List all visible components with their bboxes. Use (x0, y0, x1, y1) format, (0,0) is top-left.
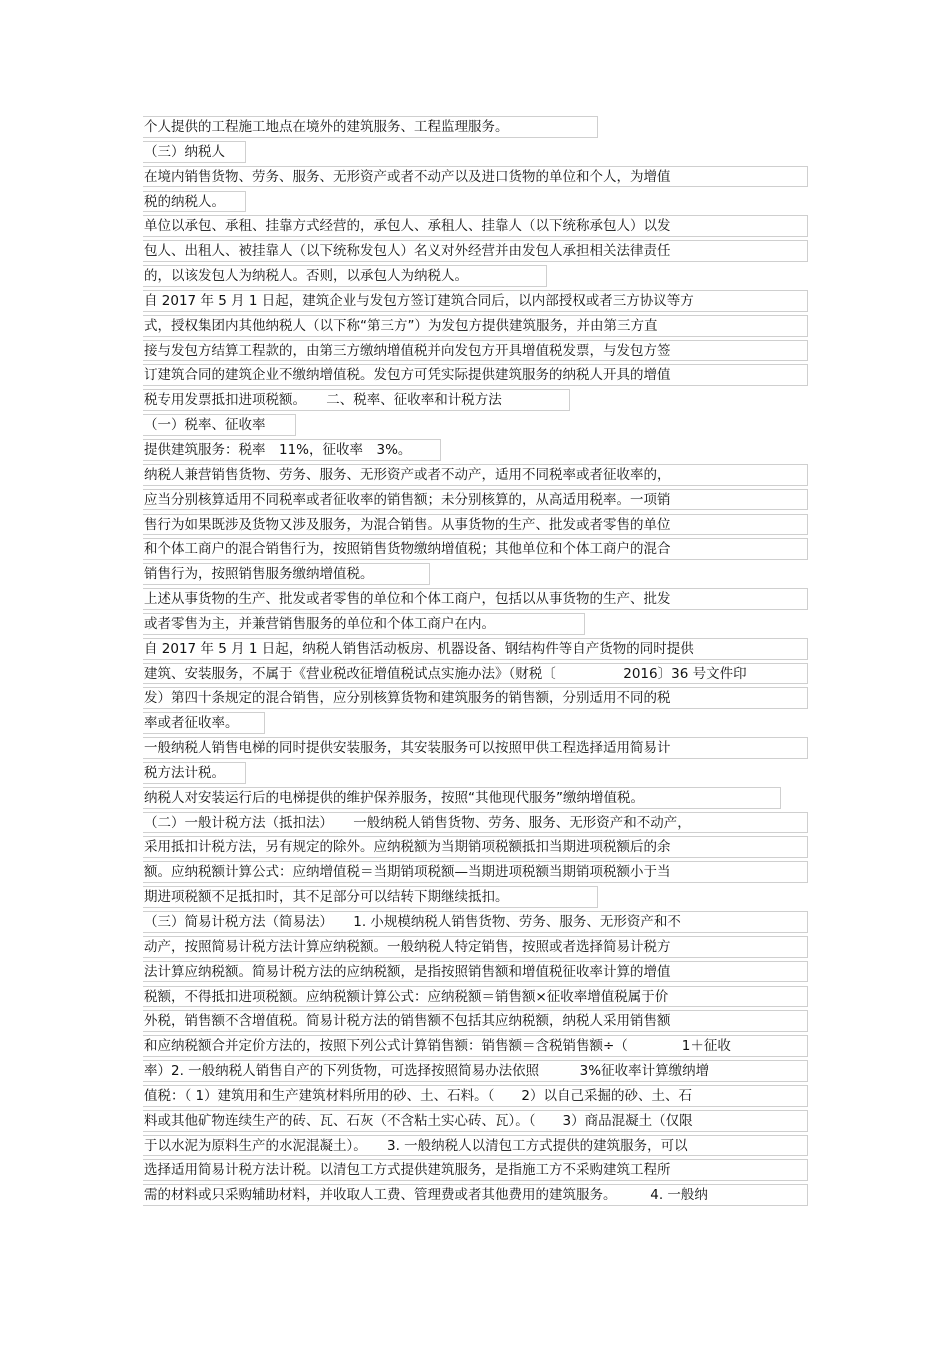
text-line-content: 的，以该发包人为纳税人。否则，以承包人为纳税人。 (144, 268, 468, 285)
text-line-content: 外税，销售额不含增值税。简易计税方法的销售额不包括其应纳税额，纳税人采用销售额 (144, 1013, 671, 1030)
text-line (143, 563, 430, 585)
text-line (143, 1035, 808, 1057)
text-line-content: 料或其他矿物连续生产的砖、瓦、石灰（不含粘土实心砖、瓦）。（ 3）商品混凝土（仅限 (144, 1112, 693, 1129)
text-line (143, 588, 808, 610)
text-line-content: 上述从事货物的生产、批发或者零售的单位和个体工商户，包括以从事货物的生产、批发 (144, 591, 671, 608)
text-line-content: 订建筑合同的建筑企业不缴纳增值税。发包方可凭实际提供建筑服务的纳税人开具的增值 (144, 367, 671, 384)
text-line (143, 687, 808, 709)
text-line (143, 1184, 808, 1206)
text-line-content: 自 2017 年 5 月 1 日起，建筑企业与发包方签订建筑合同后，以内部授权或者三方协议等方 (144, 292, 694, 309)
text-line-content: 税专用发票抵扣进项税额。 二、税率、征收率和计税方法 (144, 392, 502, 409)
text-line (143, 414, 296, 436)
text-line (143, 364, 808, 386)
text-line (143, 812, 808, 834)
text-line (143, 215, 808, 237)
text-line-content: 额。应纳税额计算公式：应纳增值税＝当期销项税额—当期进项税额当期销项税额小于当 (144, 864, 671, 881)
text-line-content: 纳税人兼营销售货物、劳务、服务、无形资产或者不动产，适用不同税率或者征收率的， (144, 466, 671, 483)
text-line-content: 率）2. 一般纳税人销售自产的下列货物，可选择按照简易办法依照 3%征收率计算缴纳增 (144, 1063, 710, 1080)
text-line-content: 采用抵扣计税方法，另有规定的除外。应纳税额为当期销项税额抵扣当期进项税额后的余 (144, 839, 671, 856)
text-line-content: 税的纳税人。 (144, 193, 225, 210)
text-line (143, 514, 808, 536)
text-line-content: 需的材料或只采购辅助材料，并收取人工费、管理费或者其他费用的建筑服务。 4. 一般纳 (144, 1187, 708, 1204)
text-line (143, 762, 246, 784)
text-line-content: 法计算应纳税额。简易计税方法的应纳税额，是指按照销售额和增值税征收率计算的增值 (144, 963, 671, 980)
text-line-content: 在境内销售货物、劳务、服务、无形资产或者不动产以及进口货物的单位和个人，为增值 (144, 168, 671, 185)
text-line-content: 和应纳税额合并定价方法的，按照下列公式计算销售额：销售额＝含税销售额÷（ 1＋征收 (144, 1038, 731, 1055)
text-line (143, 315, 808, 337)
text-line-content: 一般纳税人销售电梯的同时提供安装服务，其安装服务可以按照甲供工程选择适用简易计 (144, 740, 671, 757)
text-line (143, 1159, 808, 1181)
text-line-content: 单位以承包、承租、挂靠方式经营的，承包人、承租人、挂靠人（以下统称承包人）以发 (144, 218, 671, 235)
text-line-content: 个人提供的工程施工地点在境外的建筑服务、工程监理服务。 (144, 119, 509, 135)
text-line (143, 1060, 808, 1082)
text-line-content: 或者零售为主，并兼营销售服务的单位和个体工商户在内。 (144, 615, 495, 632)
text-line (143, 1110, 808, 1132)
text-line (143, 663, 808, 685)
text-line (143, 1085, 808, 1107)
text-line (143, 1135, 808, 1157)
text-line-content: 值税：（ 1）建筑用和生产建筑材料所用的砂、土、石料。（ 2）以自己采掘的砂、土、石 (144, 1087, 692, 1104)
text-line (143, 538, 808, 560)
text-line (143, 861, 808, 883)
text-line (143, 191, 246, 213)
text-line (143, 141, 246, 163)
text-line-content: 税额，不得抵扣进项税额。应纳税额计算公式：应纳税额＝销售额×征收率增值税属于价 (144, 988, 669, 1005)
text-line-content: 应当分别核算适用不同税率或者征收率的销售额；未分别核算的，从高适用税率。一项销 (144, 491, 671, 508)
text-line-content: 期进项税额不足抵扣时，其不足部分可以结转下期继续抵扣。 (144, 889, 509, 906)
text-line-content: 纳税人对安装运行后的电梯提供的维护保养服务，按照“其他现代服务”缴纳增值税。 (144, 789, 644, 806)
text-line-content: 税方法计税。 (144, 764, 225, 781)
text-line (143, 986, 808, 1008)
text-line-content: 和个体工商户的混合销售行为，按照销售货物缴纳增值税；其他单位和个体工商户的混合 (144, 541, 671, 558)
text-line-content: 发）第四十条规定的混合销售，应分别核算货物和建筑服务的销售额，分别适用不同的税 (144, 690, 671, 707)
text-line-content: 率或者征收率。 (144, 715, 239, 732)
text-line (143, 961, 808, 983)
text-line (143, 638, 808, 660)
text-line (143, 911, 808, 933)
text-line (143, 340, 808, 362)
document-body (143, 116, 808, 1209)
text-line-content: （三）纳税人 (144, 143, 225, 160)
text-line-content: 提供建筑服务：税率 11%，征收率 3%。 (144, 441, 412, 458)
text-line-content: 式，授权集团内其他纳税人（以下称“第三方”）为发包方提供建筑服务，并由第三方直 (144, 317, 658, 334)
text-line (143, 613, 585, 635)
text-line (143, 787, 781, 809)
text-line-content: 动产，按照简易计税方法计算应纳税额。一般纳税人特定销售，按照或者选择简易计税方 (144, 938, 671, 955)
text-line (143, 489, 808, 511)
text-line (143, 712, 265, 734)
text-line (143, 737, 808, 759)
text-line (143, 240, 808, 262)
text-line (143, 836, 808, 858)
text-line (143, 389, 570, 411)
text-line-content: 销售行为，按照销售服务缴纳增值税。 (144, 566, 374, 583)
text-line-content: 接与发包方结算工程款的，由第三方缴纳增值税并向发包方开具增值税发票，与发包方签 (144, 342, 671, 359)
text-line-content: 选择适用简易计税方法计税。以清包工方式提供建筑服务，是指施工方不采购建筑工程所 (144, 1162, 671, 1179)
text-line (143, 936, 808, 958)
text-line-content: 包人、出租人、被挂靠人（以下统称发包人）名义对外经营并由发包人承担相关法律责任 (144, 243, 671, 260)
text-line (143, 290, 808, 312)
text-line-content: 于以水泥为原料生产的水泥混凝土）。 3. 一般纳税人以清包工方式提供的建筑服务，可以 (144, 1137, 688, 1154)
text-line (143, 265, 547, 287)
text-line-content: （二）一般计税方法（抵扣法） 一般纳税人销售货物、劳务、服务、无形资产和不动产， (144, 814, 691, 831)
text-line-content: （三）简易计税方法（简易法） 1. 小规模纳税人销售货物、劳务、服务、无形资产和不 (144, 914, 681, 930)
text-line-content: 售行为如果既涉及货物又涉及服务，为混合销售。从事货物的生产、批发或者零售的单位 (144, 516, 671, 533)
text-line-content: 自 2017 年 5 月 1 日起，纳税人销售活动板房、机器设备、钢结构件等自产货物的同时提供 (144, 640, 694, 657)
text-line-content: （一）税率、征收率 (144, 417, 266, 434)
text-line (143, 1010, 808, 1032)
text-line (143, 116, 598, 138)
text-line (143, 464, 808, 486)
text-line-content: 建筑、安装服务，不属于《营业税改征增值税试点实施办法》（财税〔 2016〕36 号文件印 (144, 665, 747, 682)
text-line (143, 439, 441, 461)
text-line (143, 166, 808, 188)
text-line (143, 886, 598, 908)
